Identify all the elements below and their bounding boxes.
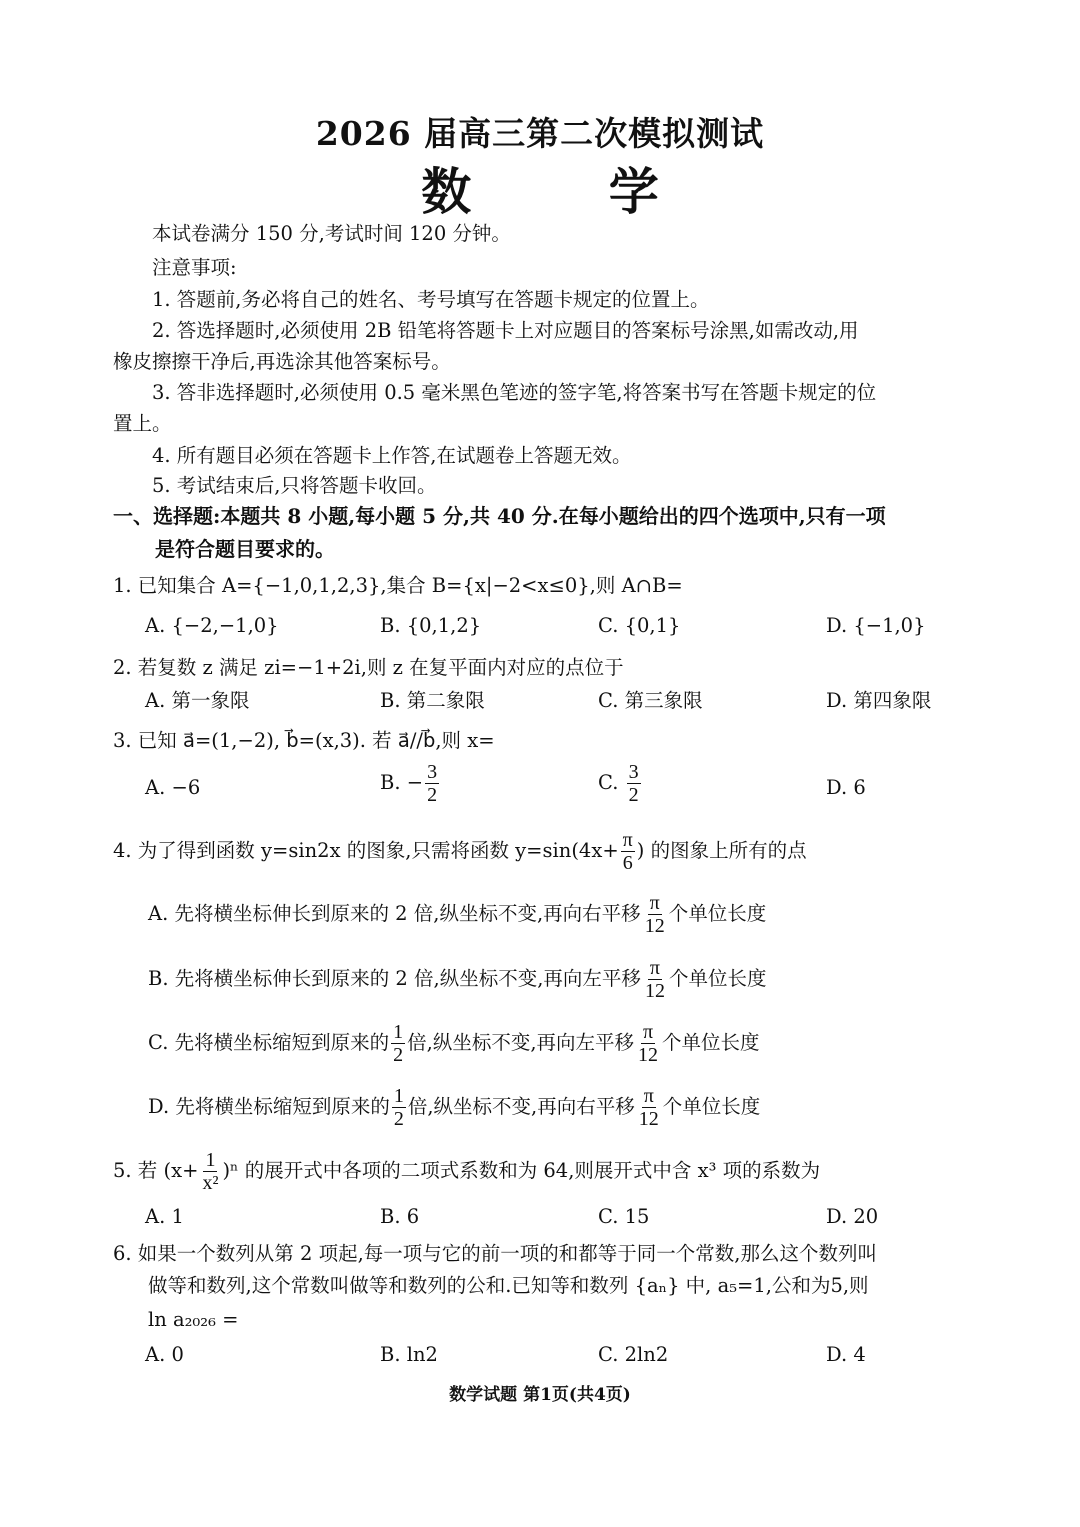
q5-option-b: B. 6 — [380, 1205, 420, 1228]
pi-over-12 — [637, 1086, 661, 1129]
numerator: 3 — [628, 761, 639, 783]
denominator: 2 — [393, 1044, 404, 1066]
numerator: 1 — [205, 1149, 216, 1171]
subject-title: 数 学 — [421, 162, 719, 221]
question-6-line-2: 做等和数列,这个常数叫做等和数列的公和.已知等和数列 {aₙ} 中, a₅=1,公和为5,则 — [148, 1274, 869, 1297]
q4-stem-b: ) 的图象上所有的点 — [636, 839, 807, 862]
q6-option-c: C. 2ln2 — [598, 1343, 669, 1366]
note-1: 1. 答题前,务必将自己的姓名、考号填写在答题卡规定的位置上。 — [152, 288, 710, 311]
q4-option-d — [148, 1086, 760, 1129]
numerator: 3 — [427, 761, 438, 783]
question-6-line-1: 6. 如果一个数列从第 2 项起,每一项与它的前一项的和都等于同一个常数,那么这个数列叫 — [113, 1242, 878, 1265]
q4-d-mid: 倍,纵坐标不变,再向右平移 — [407, 1095, 635, 1118]
q4-option-a — [148, 893, 766, 936]
q3-option-b — [380, 762, 441, 805]
q6-option-a: A. 0 — [145, 1343, 184, 1366]
question-2: 2. 若复数 z 满足 zi=−1+2i,则 z 在复平面内对应的点位于 — [113, 656, 624, 679]
q1-option-d: D. {−1,0} — [826, 614, 926, 637]
q6-option-d: D. 4 — [826, 1343, 866, 1366]
note-5: 5. 考试结束后,只将答题卡收回。 — [152, 474, 437, 497]
question-1: 1. 已知集合 A={−1,0,1,2,3},集合 B={x|−2<x≤0},则 A∩B= — [113, 574, 683, 597]
denominator: 6 — [622, 852, 633, 874]
q3-option-b-prefix: B. − — [380, 771, 424, 794]
q4-c-post: 个单位长度 — [662, 1031, 760, 1054]
q5-stem-b: )ⁿ 的展开式中各项的二项式系数和为 64,则展开式中含 x³ 项的系数为 — [222, 1159, 821, 1182]
question-3: 3. 已知 a⃗=(1,−2), b⃗=(x,3). 若 a⃗//b⃗,则 x= — [113, 729, 495, 752]
q4-stem-a: 4. 为了得到函数 y=sin2x 的图象,只需将函数 y=sin(4x+ — [113, 839, 619, 862]
q3-b-fraction — [425, 762, 439, 805]
q4-d-post: 个单位长度 — [662, 1095, 761, 1118]
pi-over-12 — [643, 893, 667, 936]
denominator: 12 — [644, 915, 665, 937]
q4-d-text: D. 先将横坐标缩短到原来的 — [148, 1095, 390, 1118]
q3-option-c-prefix: C. — [598, 771, 619, 794]
q1-option-b: B. {0,1,2} — [380, 614, 482, 637]
q2-option-c: C. 第三象限 — [598, 689, 703, 712]
q5-option-a: A. 1 — [145, 1205, 184, 1228]
q4-b-text: B. 先将横坐标伸长到原来的 2 倍,纵坐标不变,再向左平移 — [148, 967, 641, 990]
denominator: 12 — [638, 1108, 659, 1130]
numerator: 1 — [393, 1085, 404, 1107]
q4-c-mid: 倍,纵坐标不变,再向左平移 — [407, 1031, 635, 1054]
q6-option-b: B. ln2 — [380, 1343, 438, 1366]
numerator: π — [649, 957, 660, 979]
q3-c-fraction — [627, 762, 641, 805]
pi-over-6 — [621, 830, 635, 873]
numerator: π — [622, 829, 633, 851]
question-4 — [113, 830, 807, 873]
page-footer: 数学试题 第1页(共4页) — [449, 1385, 631, 1405]
exam-title: 2026 届高三第二次模拟测试 — [315, 114, 765, 153]
q4-b-post: 个单位长度 — [668, 967, 767, 990]
q4-a-text: A. 先将横坐标伸长到原来的 2 倍,纵坐标不变,再向右平移 — [148, 902, 641, 925]
numerator: 1 — [393, 1021, 404, 1043]
pi-over-12 — [643, 958, 667, 1001]
notes-title: 注意事项: — [152, 256, 237, 279]
numerator: π — [642, 1021, 654, 1043]
one-over-x-squared — [200, 1150, 220, 1193]
q2-option-b: B. 第二象限 — [380, 689, 485, 712]
question-5 — [113, 1150, 820, 1193]
one-half — [392, 1086, 406, 1129]
q3-option-d: D. 6 — [826, 776, 866, 799]
q5-option-d: D. 20 — [826, 1205, 879, 1228]
denominator: 2 — [427, 784, 438, 806]
pi-over-12 — [636, 1022, 660, 1065]
exam-intro: 本试卷满分 150 分,考试时间 120 分钟。 — [152, 222, 511, 245]
denominator: 12 — [638, 1044, 659, 1066]
q2-option-d: D. 第四象限 — [826, 689, 932, 712]
note-3a: 3. 答非选择题时,必须使用 0.5 毫米黑色笔迹的签字笔,将答案书写在答题卡规定的位 — [152, 381, 877, 404]
denominator: 2 — [393, 1108, 404, 1130]
q4-a-post: 个单位长度 — [668, 902, 767, 925]
denominator: 2 — [628, 784, 639, 806]
question-6-line-3: ln a₂₀₂₆ = — [148, 1308, 239, 1331]
q3-option-c — [598, 762, 643, 805]
numerator: π — [643, 1085, 654, 1107]
denominator: 12 — [644, 980, 665, 1002]
q4-option-c — [148, 1022, 760, 1065]
q4-c-text: C. 先将横坐标缩短到原来的 — [148, 1031, 390, 1054]
one-half — [391, 1022, 405, 1065]
q1-option-a: A. {−2,−1,0} — [145, 614, 279, 637]
note-2a: 2. 答选择题时,必须使用 2B 铅笔将答题卡上对应题目的答案标号涂黑,如需改动,用 — [152, 319, 859, 342]
section-heading: 一、选择题:本题共 8 小题,每小题 5 分,共 40 分.在每小题给出的四个选项中,只有一项 — [113, 504, 886, 528]
section-heading-cont: 是符合题目要求的。 — [155, 537, 335, 561]
q2-option-a: A. 第一象限 — [145, 689, 250, 712]
note-4: 4. 所有题目必须在答题卡上作答,在试题卷上答题无效。 — [152, 444, 632, 467]
note-2b: 橡皮擦擦干净后,再选涂其他答案标号。 — [113, 350, 451, 373]
denominator: x² — [202, 1172, 219, 1194]
numerator: π — [649, 892, 660, 914]
note-3b: 置上。 — [113, 412, 172, 435]
q3-option-a: A. −6 — [145, 776, 201, 799]
q5-stem-a: 5. 若 (x+ — [113, 1159, 199, 1182]
q4-option-b — [148, 958, 766, 1001]
q1-option-c: C. {0,1} — [598, 614, 681, 637]
q5-option-c: C. 15 — [598, 1205, 650, 1228]
